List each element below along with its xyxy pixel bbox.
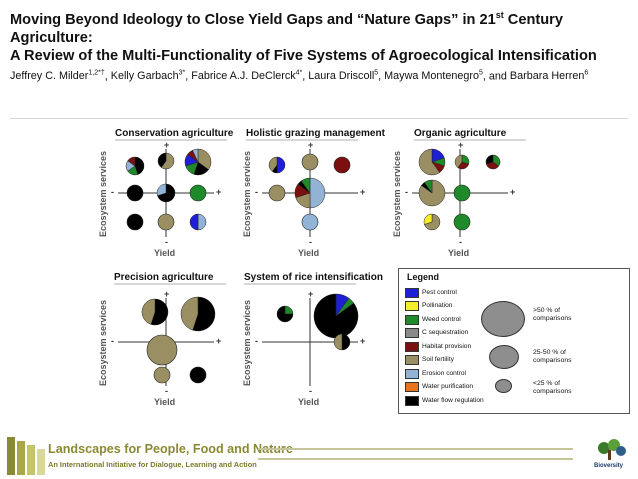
legend-label: Water flow regulation [422,396,484,404]
y-plus-marker: + [164,289,170,299]
author: Barbara Herren$^6$ [509,69,589,83]
bioversity-logo-icon [590,436,632,476]
pie-chart [126,157,144,175]
legend-label: C sequestration [422,329,469,336]
pie-chart [181,297,215,331]
pie-chart [190,185,206,201]
legend-label: Pest control [422,288,457,296]
size-small-ellipse [495,379,512,393]
pie-chart [486,155,500,169]
pie-chart [158,214,174,230]
pie-slice-water-flow-regulation [127,185,143,201]
legend-item [405,341,471,352]
pie-chart [424,214,440,230]
pie-chart [269,185,285,201]
legend-label: Water purification [422,383,474,390]
x-axis-label: Yield [154,248,176,258]
size-large-label: >50 % of comparisons [533,307,572,322]
y-axis-label: Ecosystem services [98,150,108,237]
pie-chart [154,367,170,383]
pie-chart [147,335,177,365]
pie-slice-pest-control [190,214,198,230]
pie-slice-soil-fertility [302,154,318,170]
y-minus-marker: - [309,386,312,396]
y-minus-marker: - [165,386,168,396]
x-plus-marker: + [510,187,516,197]
pie-chart [454,185,470,201]
legend-item [405,395,484,406]
x-axis-label: Yield [448,248,470,258]
footer-subtitle: An International Initiative for Dialogue, Learning and Action [48,460,257,469]
x-minus-marker: - [111,187,114,197]
pie-slice-soil-fertility [158,214,174,230]
pie-chart [419,149,445,175]
y-axis-label: Ecosystem services [242,299,252,386]
legend-item [405,368,466,379]
x-axis-label: Yield [298,397,320,407]
pie-slice-weed-control [454,185,470,201]
legend-item [405,382,473,393]
footer-divider [258,458,573,460]
legend-swatch [405,396,419,406]
pie-chart [190,214,206,230]
size-medium-ellipse [489,345,519,369]
panel-title: Precision agriculture [114,272,214,283]
pie-slice-erosion-control [198,214,206,230]
pie-slice-soil-fertility [269,185,285,201]
legend-label: Habitat provision [422,342,472,350]
legend-label: Erosion control [422,369,466,377]
pie-chart [419,180,445,206]
y-axis-label: Ecosystem services [98,299,108,386]
legend-item [405,328,468,339]
paper-title: Moving Beyond Ideology to Close Yield Gaps and “Nature Gaps” in 21st Century Agriculture: A Review of the Multi-Functionality of Five Systems of Agroecological Intensification [10,10,597,64]
x-minus-marker: - [255,336,258,346]
pie-chart [127,214,143,230]
y-minus-marker: - [165,237,168,247]
legend [398,268,630,414]
pie-chart [314,294,358,338]
pie-slice-water-flow-regulation [127,214,143,230]
y-plus-marker: + [458,140,464,150]
pie-chart [277,306,293,322]
footer-title: Landscapes for People, Food and Nature [48,442,293,456]
author: Fabrice A.J. DeClerck$^{4*}$ [191,69,303,83]
x-plus-marker: + [216,187,222,197]
pie-slice-weed-control [454,214,470,230]
y-plus-marker: + [164,140,170,150]
x-axis-label: Yield [298,248,320,258]
y-plus-marker: + [308,140,314,150]
x-axis-label: Yield [154,397,176,407]
pie-slice-habitat-provision [334,157,350,173]
pie-chart [142,299,168,325]
y-plus-marker: + [308,289,314,299]
panel-title: Conservation agriculture [115,128,234,139]
pie-slice-erosion-control [302,214,318,230]
legend-swatch [405,342,419,352]
author: Jeffrey C. Milder$^{1,2*\dagger}$ [10,69,105,83]
legend-swatch [405,315,419,325]
partner-name: Bioversity [594,463,624,469]
legend-item [405,287,457,298]
legend-swatch [405,355,419,365]
y-minus-marker: - [309,237,312,247]
pie-chart [295,178,325,208]
legend-swatch [405,301,419,311]
size-small-label: <25 % of comparisons [533,380,572,395]
legend-swatch [405,288,419,298]
pie-chart [127,185,143,201]
x-minus-marker: - [255,187,258,197]
pie-chart [269,157,285,173]
panel-title: Organic agriculture [414,128,507,139]
footer-divider [258,448,573,450]
pie-slice-water-flow-regulation [190,367,206,383]
legend-item [405,314,461,325]
pie-chart [455,155,469,169]
pie-chart [334,334,350,350]
pie-slice-water-flow-regulation [342,334,350,350]
pie-chart [454,214,470,230]
x-minus-marker: - [405,187,408,197]
pie-slice-weed-control [285,306,293,314]
legend-item [405,301,452,312]
y-minus-marker: - [459,237,462,247]
author: Kelly Garbach$^{3*}$ [110,69,186,83]
legend-label: Soil fertility [422,356,454,363]
pie-chart [190,367,206,383]
pie-chart [185,149,211,175]
legend-label: Weed control [422,315,461,323]
panel-title: System of rice intensification [244,272,383,283]
legend-swatch [405,369,419,379]
pie-slice-weed-control [190,185,206,201]
pie-slice-erosion-control [310,178,325,208]
pie-slice-soil-fertility [154,367,170,383]
size-large-ellipse [481,301,525,337]
size-medium-label: 25-50 % of comparisons [533,349,572,364]
legend-swatch [405,328,419,338]
y-axis-label: Ecosystem services [392,150,402,237]
pie-chart [158,153,174,169]
legend-item [405,355,454,366]
x-plus-marker: + [216,336,222,346]
pie-chart [334,157,350,173]
pie-slice-soil-fertility [147,335,177,365]
author-list: Jeffrey C. Milder$^{1,2*\dagger}$, Kelly Garbach$^{3*}$, Fabrice A.J. DeClerck$^{4*}$, Laura Driscoll$^5$, Maywa Montenegro$^5$, and Barbara Herren$^6$ [10,69,589,83]
pie-slice-pest-control [277,157,285,173]
y-axis-label: Ecosystem services [242,150,252,237]
pie-chart [157,184,175,202]
landscapes-logo-icon [7,437,47,475]
legend-label: Pollination [422,302,453,309]
panel-title: Holistic grazing management [246,128,385,139]
legend-swatch [405,382,419,392]
author: Laura Driscoll$^5$ [308,69,379,83]
x-plus-marker: + [360,187,366,197]
author: Maywa Montenegro$^5$ [384,69,483,83]
x-minus-marker: - [111,336,114,346]
legend-title: Legend [407,272,440,282]
pie-chart [302,154,318,170]
pie-chart [302,214,318,230]
x-plus-marker: + [360,336,366,346]
